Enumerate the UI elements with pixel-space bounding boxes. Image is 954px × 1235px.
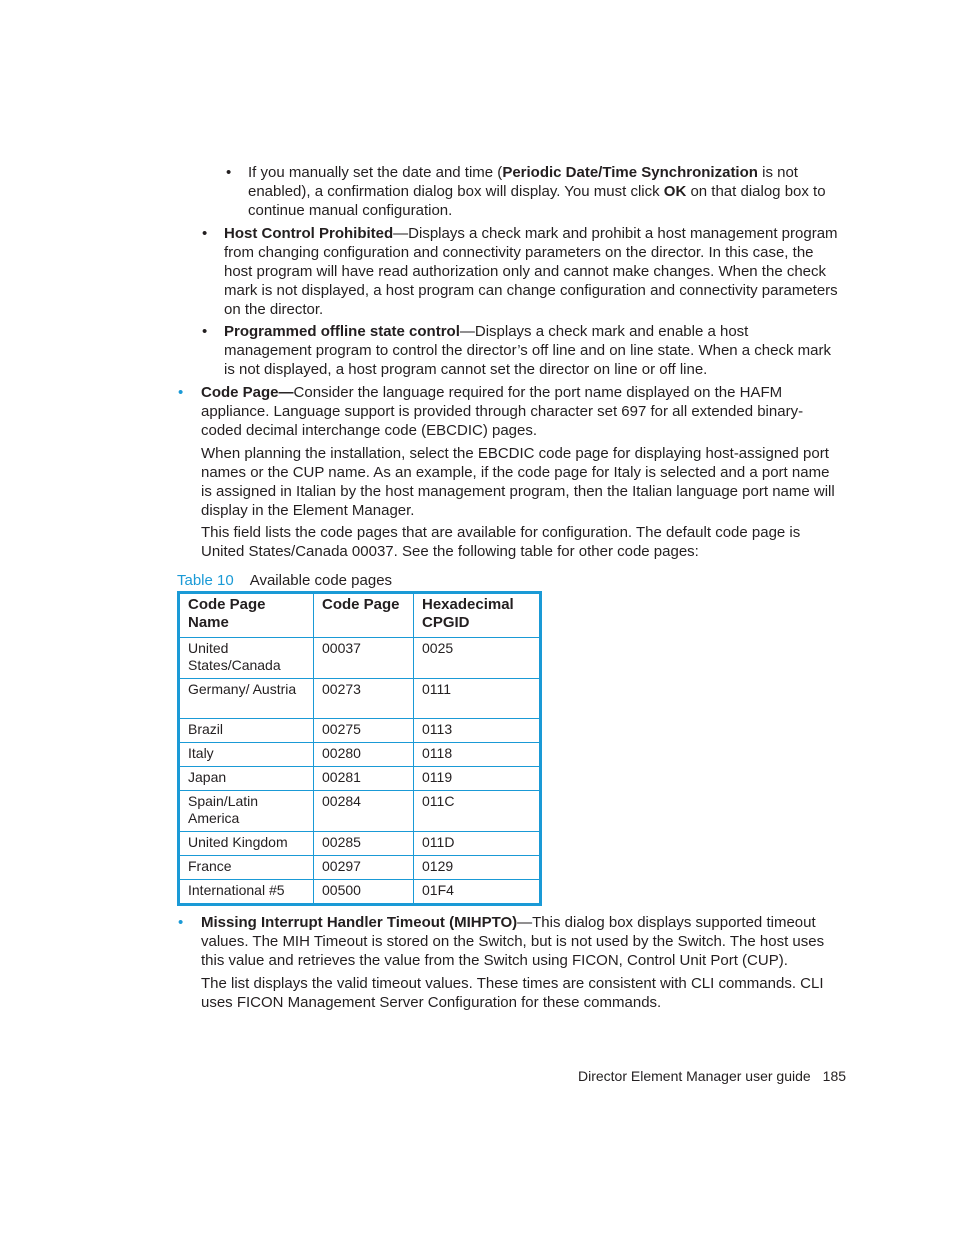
- table-row: [179, 719, 541, 743]
- table-cell: Spain/Latin America: [179, 791, 314, 832]
- table-cell: 00275: [314, 719, 414, 743]
- table-cell: 0113: [414, 719, 541, 743]
- periodic-sync-term: Periodic Date/Time Synchronization: [502, 164, 758, 181]
- table-cell: 00284: [314, 791, 414, 832]
- table-cell: United States/Canada: [179, 638, 314, 679]
- table-cell: Germany/ Austria: [179, 679, 314, 719]
- mihpto-paragraph: Missing Interrupt Handler Timeout (MIHPTO)—This dialog box displays supported timeout values. The MIH Timeout is stored on the Switch, but is not used by the Switch. The host uses this value and retrieves the value from the Switch using FICON, Control Unit Port (CUP).: [201, 914, 825, 969]
- table-cell: France: [179, 856, 314, 880]
- offline-state-paragraph: Programmed offline state control—Displays a check mark and enable a host management program to control the director’s off line and on line state. When a check mark is not displayed, a host program cannot set the director on line or off line.: [224, 323, 831, 378]
- bullet-dot: •: [226, 164, 232, 181]
- host-control-paragraph: Host Control Prohibited—Displays a check mark and prohibit a host management program from changing configuration and connectivity parameters on the director. In this case, the host program will have read authorization only and cannot make changes. When the check mark is not displayed, a host program can change configuration and connectivity parameters on the director.: [224, 225, 838, 318]
- table-cell: 01F4: [414, 880, 541, 905]
- table-cell: United Kingdom: [179, 832, 314, 856]
- bullet-dot: •: [178, 914, 184, 931]
- table-row: [179, 791, 541, 832]
- table-cell: 0118: [414, 743, 541, 767]
- code-pages-table: [177, 591, 542, 906]
- code-page-field-paragraph: This field lists the code pages that are available for configuration. The default code page is United States/Canada 00037. See the following table for other code pages:: [201, 524, 801, 560]
- table-cell: 00500: [314, 880, 414, 905]
- date-time-paragraph: If you manually set the date and time (Periodic Date/Time Synchronization is not enabled), a confirmation dialog box will display. You must click OK on that dialog box to continue manual configuration.: [248, 164, 826, 219]
- table-row: [179, 767, 541, 791]
- column-header: Hexadecimal CPGID: [414, 593, 541, 638]
- code-page-planning-paragraph: When planning the installation, select the EBCDIC code page for displaying host-assigned port names or the CUP name. As an example, if the code page for Italy is selected and a port name is assigned in Italian by the host management program, then the Italian language port name will display in the Element Manager.: [201, 445, 835, 519]
- table-cell: 00285: [314, 832, 414, 856]
- table-cell: 0129: [414, 856, 541, 880]
- table-cell: 0119: [414, 767, 541, 791]
- ok-term: OK: [663, 183, 687, 200]
- code-page-term: Code Page—: [201, 384, 294, 401]
- table-cell: International #5: [179, 880, 314, 905]
- code-page-paragraph: Code Page—Consider the language required for the port name displayed on the HAFM appliance. Language support is provided through character set 697 for all extended binary-coded decimal interchange code (EBCDIC) pages.: [201, 384, 804, 439]
- table-title: Available code pages: [249, 572, 393, 589]
- table-cell: Brazil: [179, 719, 314, 743]
- table-cell: 0111: [414, 679, 541, 719]
- table-cell: Italy: [179, 743, 314, 767]
- column-header: Code Page Name: [179, 593, 314, 638]
- bullet-dot: •: [178, 384, 184, 401]
- table-row: [179, 743, 541, 767]
- bullet-dot: •: [202, 225, 208, 242]
- table-cell: Japan: [179, 767, 314, 791]
- page-number: 185: [822, 1068, 847, 1084]
- table-row: [179, 638, 541, 679]
- table-cell: 0025: [414, 638, 541, 679]
- table-cell: 00297: [314, 856, 414, 880]
- page-footer: [578, 1067, 846, 1086]
- table-header-row: [179, 593, 541, 638]
- offline-state-term: Programmed offline state control: [224, 323, 460, 340]
- table-cell: 00281: [314, 767, 414, 791]
- table-row: [179, 856, 541, 880]
- host-control-term: Host Control Prohibited: [224, 225, 394, 242]
- mihpto-list-paragraph: The list displays the valid timeout values. These times are consistent with CLI commands. CLI uses FICON Management Server Configuration for these commands.: [201, 975, 824, 1011]
- table-row: [179, 679, 541, 719]
- table-cell: 00280: [314, 743, 414, 767]
- mihpto-term: Missing Interrupt Handler Timeout (MIHPTO): [201, 914, 518, 931]
- column-header: Code Page: [314, 593, 414, 638]
- table-cell: 011D: [414, 832, 541, 856]
- table-cell: 011C: [414, 791, 541, 832]
- table-cell: 00037: [314, 638, 414, 679]
- table-row: [179, 832, 541, 856]
- table-row: [179, 880, 541, 905]
- table-cell: 00273: [314, 679, 414, 719]
- table-number: Table 10: [177, 572, 234, 589]
- bullet-dot: •: [202, 323, 208, 340]
- table-caption: [177, 571, 392, 590]
- footer-title: Director Element Manager user guide: [578, 1068, 811, 1084]
